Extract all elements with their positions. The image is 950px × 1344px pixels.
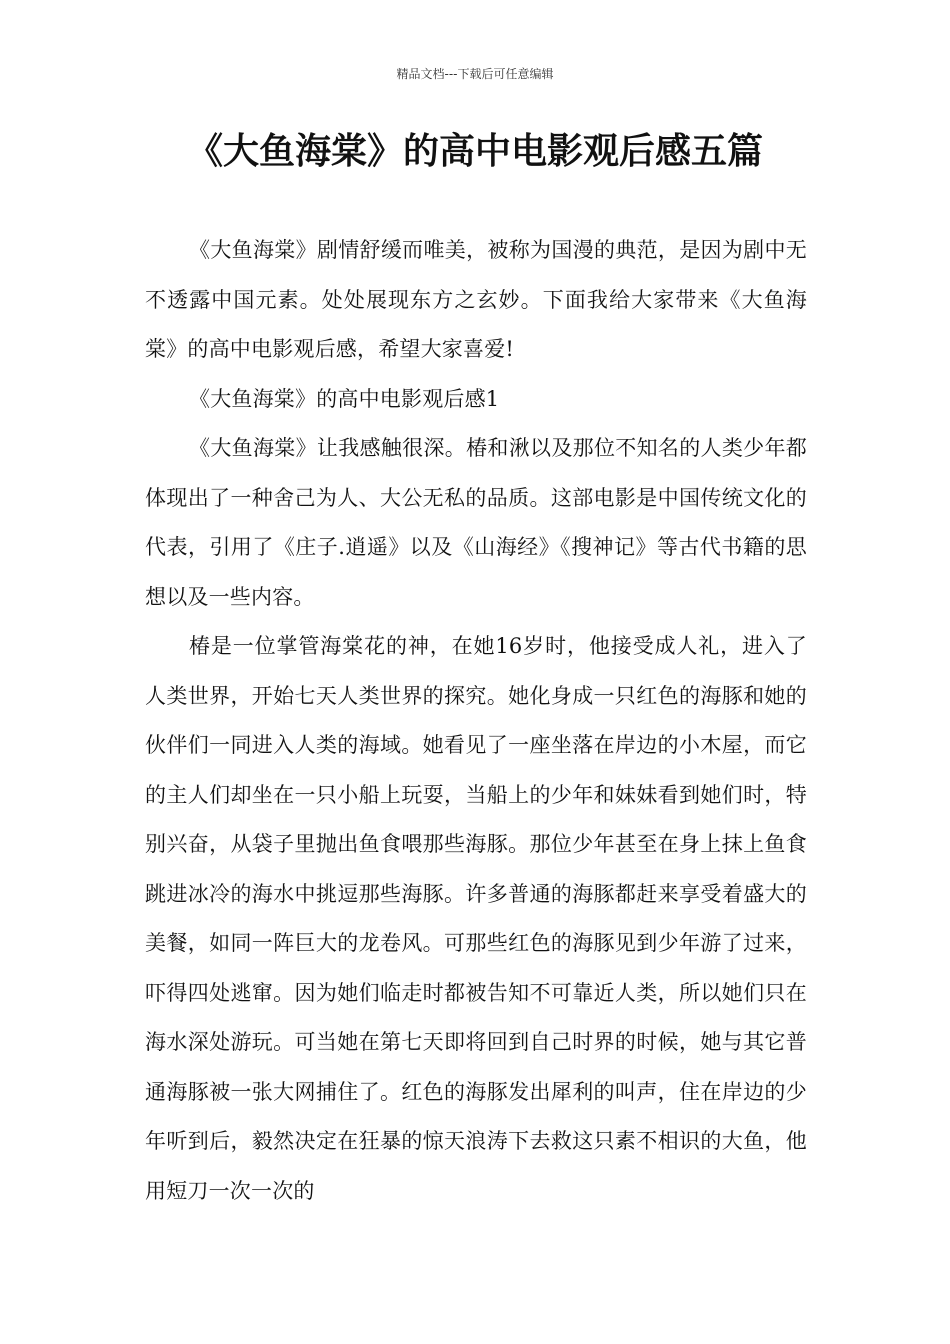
paragraph-intro: 《大鱼海棠》剧情舒缓而唯美，被称为国漫的典范，是因为剧中无不透露中国元素。处处展现东方之玄妙。下面我给大家带来《大鱼海棠》的高中电影观后感，希望大家喜爱! (145, 238, 807, 361)
paragraph-body: 《大鱼海棠》让我感触很深。椿和湫以及那位不知名的人类少年都体现出了一种舍己为人、大公无私的品质。这部电影是中国传统文化的代表，引用了《庄子.逍遥》以及《山海经》《搜神记》等古代书籍的思想以及一些内容。 (145, 436, 807, 609)
document-title: 《大鱼海棠》的高中电影观后感五篇 (186, 131, 763, 172)
header-note: 精品文档---下载后可任意编辑 (396, 67, 554, 81)
document-body (145, 226, 807, 1216)
paragraph-section-heading: 《大鱼海棠》的高中电影观后感1 (189, 386, 500, 411)
paragraph-body: 椿是一位掌管海棠花的神，在她16岁时，他接受成人礼，进入了人类世界，开始七天人类世界的探究。她化身成一只红色的海豚和她的伙伴们一同进入人类的海域。她看见了一座坐落在岸边的小木屋，而它的主人们却坐在一只小船上玩耍，当船上的少年和妹妹看到她们时，特别兴奋，从袋子里抛出鱼食喂那些海豚。那位少年甚至在身上抹上鱼食跳进冰冷的海水中挑逗那些海豚。许多普通的海豚都赶来享受着盛大的美餐，如同一阵巨大的龙卷风。可那些红色的海豚见到少年游了过来，吓得四处逃窜。因为她们临走时都被告知不可靠近人类，所以她们只在海水深处游玩。可当她在第七天即将回到自己时界的时候，她与其它普通海豚被一张大网捕住了。红色的海豚发出犀利的叫声，住在岸边的少年听到后，毅然决定在狂暴的惊天浪涛下去救这只素不相识的大鱼，他用短刀一次一次的 (145, 634, 807, 1203)
